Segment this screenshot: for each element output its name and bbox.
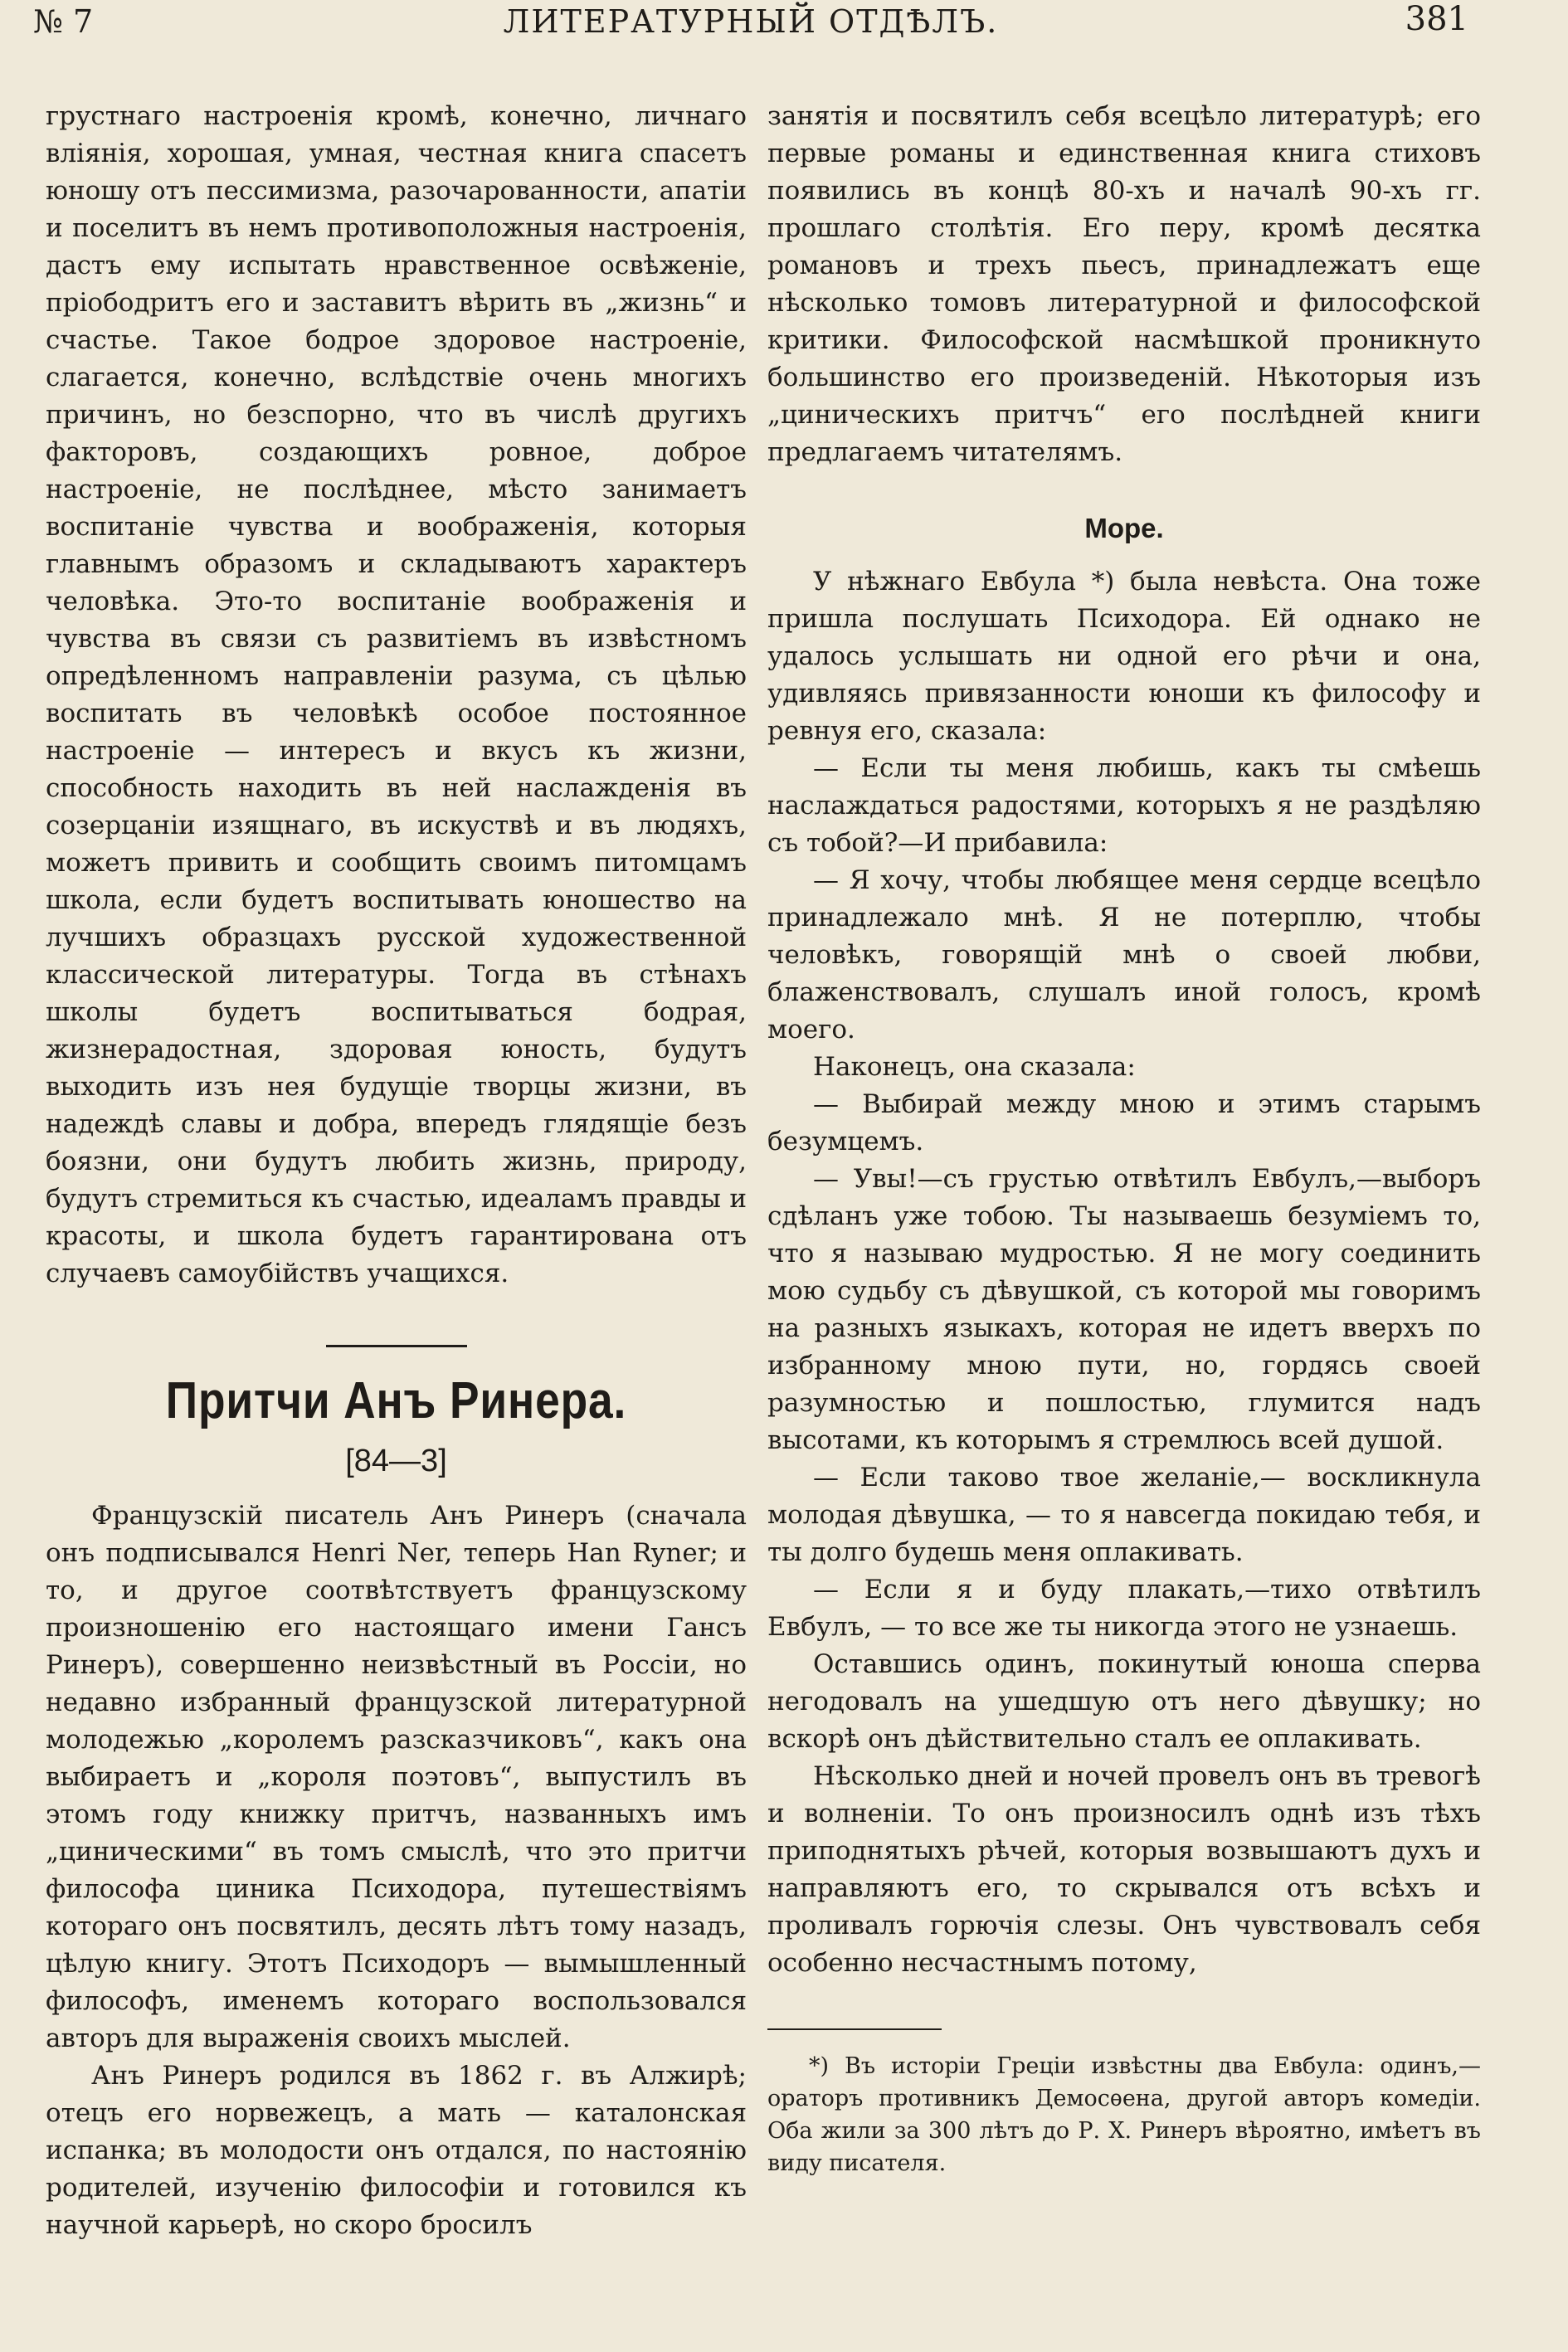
- story-title: Море.: [1084, 513, 1164, 543]
- intro-paragraph: Французскій писатель Анъ Ринеръ (сначала онъ подписывался Henri Ner, теперь Han Ryner; и то, и другое соотвѣтствуетъ французскому произношенію его настоящаго имени Гансъ Ринеръ), совершенно неизвѣстный въ Россіи, но недавно избранный французской литературной молодежью „королемъ разсказчиковъ“, какъ она выбираетъ и „короля поэтовъ“, выпустилъ въ этомъ году книжку притчъ, названныхъ имъ „циническими“ въ томъ смыслѣ, что это притчи философа циника Психодора, путешествіямъ котораго онъ посвятилъ, десять лѣтъ тому назадъ, цѣлую книгу. Этотъ Психодоръ — вымышленный философъ, именемъ котораго воспользовался авторъ для выраженія своихъ мыслей.: [46, 1501, 747, 2053]
- section-header-title: ЛИТЕРАТУРНЫЙ ОТДѢЛЪ.: [503, 3, 999, 40]
- story-paragraph: У нѣжнаго Евбула *) была невѣста. Она тоже пришла послушать Психодора. Ей однако не удалось услышать ни одной его рѣчи и она, удивляясь привязанности юноши къ философу и ревнуя его, сказала:: [767, 567, 1481, 746]
- story-paragraph: Оставшись одинъ, покинутый юноша сперва негодовалъ на ушедшую отъ него дѣвушку; но вскорѣ онъ дѣйствительно сталъ ее оплакивать.: [767, 1649, 1481, 1754]
- footnote-divider: [767, 2028, 942, 2030]
- section-subtitle: [84—3]: [345, 1444, 447, 1478]
- story-paragraph: — Выбирай между мною и этимъ старымъ безумцемъ.: [767, 1089, 1481, 1157]
- story-paragraph: Нѣсколько дней и ночей провелъ онъ въ тревогѣ и волненіи. То онъ произносилъ однѣ изъ тѣхъ приподнятыхъ рѣчей, которыя возвышаютъ духъ и направляютъ его, то скрывался отъ всѣхъ и проливалъ горючія слезы. Онъ чувствовалъ себя особенно несчастнымъ потому,: [767, 1761, 1481, 1978]
- right-column: [767, 98, 1481, 2179]
- issue-number: № 7: [33, 3, 94, 40]
- story-paragraph: — Если ты меня любишь, какъ ты смѣешь наслаждаться радостями, которыхъ я не раздѣляю съ тобой?—И прибавила:: [767, 753, 1481, 858]
- story-paragraph: — Я хочу, чтобы любящее меня сердце всецѣло принадлежало мнѣ. Я не потерплю, чтобы человѣкъ, говорящій мнѣ о своей любви, блаженствовалъ, слушалъ иной голосъ, кромѣ моего.: [767, 865, 1481, 1045]
- running-header: [33, 0, 1468, 58]
- footnote: *) Въ исторіи Греціи извѣстны два Евбула: одинъ,—ораторъ противникъ Демосѳена, другой авторъ комедіи. Оба жили за 300 лѣтъ до Р. Х. Ринеръ вѣроятно, имѣетъ въ виду писателя.: [767, 2053, 1481, 2176]
- page-number: 381: [1405, 0, 1468, 38]
- story-paragraph: — Если таково твое желаніе,— воскликнула молодая дѣвушка, — то я навсегда покидаю тебя, и ты долго будешь меня оплакивать.: [767, 1463, 1481, 1567]
- section-divider: [326, 1345, 467, 1347]
- essay-paragraph: грустнаго настроенія кромѣ, конечно, личнаго вліянія, хорошая, умная, честная книга спасетъ юношу отъ пессимизма, разочарованности, апатіи и поселитъ въ немъ противоположныя настроенія, дастъ ему испытать нравственное освѣженіе, пріободритъ его и заставитъ вѣрить въ „жизнь“ и счастье. Такое бодрое здоровое настроеніе, слагается, конечно, вслѣдствіе очень многихъ причинъ, но безспорно, что въ числѣ другихъ факторовъ, создающихъ ровное, доброе настроеніе, не послѣднее, мѣсто занимаетъ воспитаніе чувства и воображенія, которыя главнымъ образомъ и складываютъ характеръ человѣка. Это-то воспитаніе воображенія и чувства въ связи съ развитіемъ въ извѣстномъ опредѣленномъ направленіи разума, съ цѣлью воспитать въ человѣкѣ особое постоянное настроеніе — интересъ и вкусъ къ жизни, способность находить въ ней наслажденія въ созерцаніи изящнаго, въ искуствѣ и въ людяхъ, можетъ привить и сообщить своимъ питомцамъ школа, если будетъ воспитывать юношество на лучшихъ образцахъ русской художественной классической литературы. Тогда въ стѣнахъ школы будетъ воспитываться бодрая, жизнерадостная, здоровая юность, будутъ выходить изъ нея будущіе творцы жизни, въ надеждѣ славы и добра, впередъ глядящіе безъ боязни, они будутъ любить жизнь, природу, будутъ стремиться къ счастью, идеаламъ правды и красоты, и школа будетъ гарантирована отъ случаевъ самоубійствъ учащихся.: [46, 101, 747, 1288]
- intro-paragraph-end: занятія и посвятилъ себя всецѣло литературѣ; его первые романы и единственная книга стиховъ появились въ концѣ 80-хъ и началѣ 90-хъ гг. прошлаго столѣтія. Его перу, кромѣ десятка романовъ и трехъ пьесъ, принадлежатъ еще нѣсколько томовъ литературной и философской критики. Философской насмѣшкой проникнуто большинство его произведеній. Нѣкоторыя изъ „циническихъ притчъ“ его послѣдней книги предлагаемъ читателямъ.: [767, 101, 1481, 467]
- story-paragraph: — Если я и буду плакать,—тихо отвѣтилъ Евбулъ, — то все же ты никогда этого не узнаешь.: [767, 1575, 1481, 1642]
- section-title: Притчи Анъ Ринера.: [165, 1372, 627, 1429]
- story-paragraph: Наконецъ, она сказала:: [813, 1052, 1136, 1082]
- left-column: [46, 98, 747, 2244]
- intro-paragraph-continued: Анъ Ринеръ родился въ 1862 г. въ Алжирѣ; отецъ его норвежецъ, а мать — каталонская испанка; въ молодости онъ отдался, по настоянію родителей, изученію философіи и готовился къ научной карьерѣ, но скоро бросилъ: [46, 2061, 747, 2240]
- story-paragraph: — Увы!—съ грустью отвѣтилъ Евбулъ,—выборъ сдѣланъ уже тобою. Ты называешь безуміемъ то, что я называю мудростью. Я не могу соединить мою судьбу съ дѣвушкой, съ которой мы говоримъ на разныхъ языкахъ, которая не идетъ вверхъ по избранному мною пути, но, гордясь своей разумностью и пошлостью, глумится надъ высотами, къ которымъ я стремлюсь всей душой.: [767, 1164, 1481, 1455]
